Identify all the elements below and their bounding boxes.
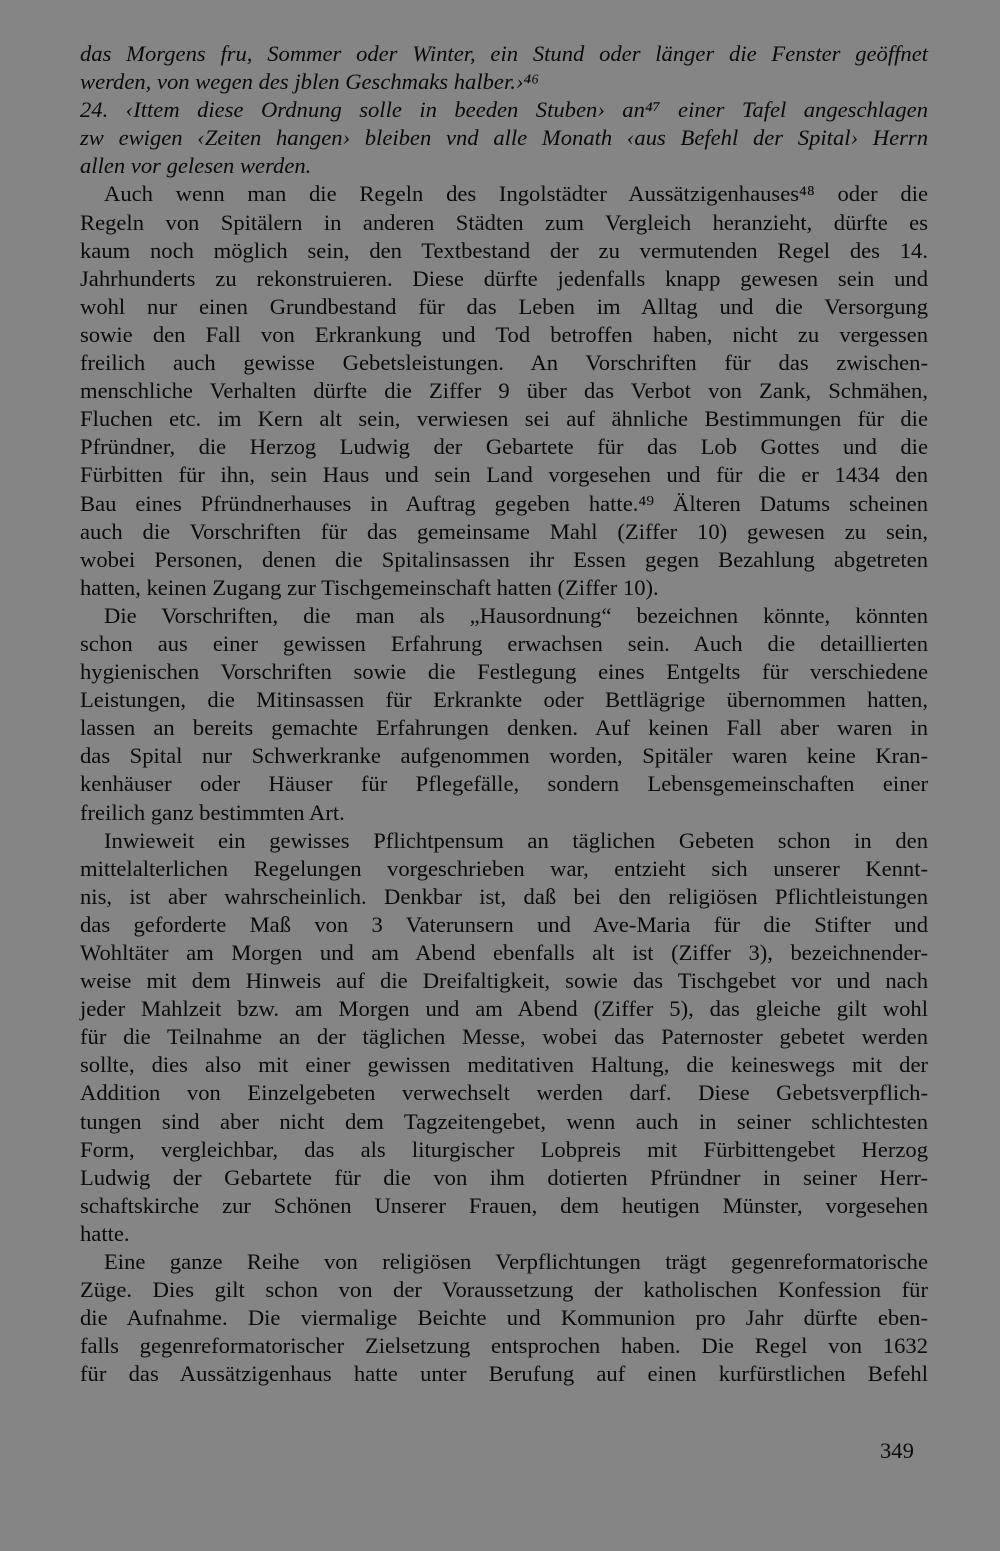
- body-text-line: mittelalterlichen Regelungen vorgeschrieben war, entzieht sich unserer Kennt-: [80, 855, 928, 881]
- body-text-line: tungen sind aber nicht dem Tagzeitengebet, wenn auch in seiner schlichtesten: [80, 1108, 928, 1134]
- body-text-line: Regeln von Spitälern in anderen Städten zum Vergleich heranzieht, dürfte es: [80, 209, 928, 235]
- quote-line: das Morgens fru, Sommer oder Winter, ein Stund oder länger die Fenster geöffnet: [80, 41, 928, 66]
- body-text-line: Leistungen, die Mitinsassen für Erkrankte oder Bettlägrige übernommen hatten,: [80, 687, 928, 713]
- body-text-line: Fürbitten für ihn, sein Haus und sein Land vorgesehen und für die er 1434 den: [80, 462, 928, 488]
- body-text-line: Die Vorschriften, die man als „Hausordnung“ bezeichnen könnte, könnten: [104, 602, 928, 628]
- page-number: 349: [880, 1438, 914, 1463]
- quote-line: zw ewigen ‹Zeiten hangen› bleiben vnd alle Monath ‹aus Befehl der Spital› Herrn: [80, 125, 928, 151]
- body-text-line: schaftskirche zur Schönen Unserer Frauen, dem heutigen Münster, vorgesehen: [80, 1192, 928, 1218]
- body-text-line: menschliche Verhalten dürfte die Ziffer 9 über das Verbot von Zank, Schmähen,: [80, 378, 928, 404]
- body-text-line: Addition von Einzelgebeten verwechselt werden darf. Diese Gebetsverpflich-: [80, 1080, 928, 1106]
- body-text-line: sollte, dies also mit einer gewissen meditativen Haltung, die keineswegs mit der: [80, 1052, 928, 1078]
- body-text-line: Bau eines Pfründnerhauses in Auftrag gegeben hatte.⁴⁹ Älteren Datums scheinen: [80, 490, 928, 516]
- quote-line: allen vor gelesen werden.: [80, 153, 312, 179]
- body-text-line: Fluchen etc. im Kern alt sein, verwiesen sei auf ähnliche Bestimmungen für die: [80, 406, 928, 432]
- body-text-line: nis, ist aber wahrscheinlich. Denkbar ist, daß bei den religiösen Pflichtleistungen: [80, 883, 928, 909]
- body-text-line: wohl nur einen Grundbestand für das Leben im Alltag und die Versorgung: [80, 293, 928, 319]
- quote-line: 24. ‹Ittem diese Ordnung solle in beeden Stuben› an⁴⁷ einer Tafel angeschlagen: [80, 97, 928, 123]
- body-text-line: sowie den Fall von Erkrankung und Tod betroffen haben, nicht zu vergessen: [80, 321, 928, 347]
- body-text-line: freilich auch gewisse Gebetsleistungen. An Vorschriften für das zwischen-: [80, 350, 928, 376]
- body-text-line: Form, vergleichbar, das als liturgischer Lobpreis mit Fürbittengebet Herzog: [80, 1136, 928, 1162]
- page-body: [80, 40, 928, 1389]
- body-text-line: lassen an bereits gemachte Erfahrungen denken. Auf keinen Fall aber waren in: [80, 715, 928, 741]
- body-text-line: Wohltäter am Morgen und am Abend ebenfalls alt ist (Ziffer 3), bezeichnender-: [80, 940, 928, 965]
- body-text-line: falls gegenreformatorischer Zielsetzung entsprochen haben. Die Regel von 1632: [80, 1333, 928, 1359]
- body-text-line: Jahrhunderts zu rekonstruieren. Diese dürfte jedenfalls knapp gewesen sein und: [80, 265, 928, 291]
- body-text-line: kenhäuser oder Häuser für Pflegefälle, sondern Lebensgemeinschaften einer: [80, 771, 928, 797]
- quote-line: werden, von wegen des jblen Geschmaks halber.›⁴⁶: [80, 69, 540, 95]
- body-text-line: hatten, keinen Zugang zur Tischgemeinschaft hatten (Ziffer 10).: [80, 574, 659, 600]
- body-text-line: hygienischen Vorschriften sowie die Festlegung eines Entgelts für verschiedene: [80, 659, 928, 685]
- body-text-line: Inwieweit ein gewisses Pflichtpensum an täglichen Gebeten schon in den: [104, 827, 928, 853]
- body-text-line: für die Teilnahme an der täglichen Messe, wobei das Paternoster gebetet werden: [80, 1024, 928, 1050]
- body-text-line: schon aus einer gewissen Erfahrung erwachsen sein. Auch die detaillierten: [80, 630, 928, 656]
- body-text-line: Pfründner, die Herzog Ludwig der Gebartete für das Lob Gottes und die: [80, 434, 928, 460]
- body-text-line: auch die Vorschriften für das gemeinsame Mahl (Ziffer 10) gewesen zu sein,: [80, 518, 928, 544]
- body-text-line: jeder Mahlzeit bzw. am Morgen und am Abend (Ziffer 5), das gleiche gilt wohl: [80, 996, 928, 1022]
- body-text-line: das geforderte Maß von 3 Vaterunsern und Ave-Maria für die Stifter und: [80, 911, 928, 937]
- body-text-line: das Spital nur Schwerkranke aufgenommen worden, Spitäler waren keine Kran-: [80, 743, 928, 769]
- body-text-line: freilich ganz bestimmten Art.: [80, 799, 345, 825]
- body-text-line: Eine ganze Reihe von religiösen Verpflichtungen trägt gegenreformatorische: [104, 1249, 928, 1275]
- body-text-line: Auch wenn man die Regeln des Ingolstädter Aussätzigenhauses⁴⁸ oder die: [104, 181, 928, 207]
- body-text-line: die Aufnahme. Die viermalige Beichte und Kommunion pro Jahr dürfte eben-: [80, 1305, 928, 1331]
- body-text-line: wobei Personen, denen die Spitalinsassen ihr Essen gegen Bezahlung abgetreten: [80, 546, 928, 572]
- body-text-line: weise mit dem Hinweis auf die Dreifaltigkeit, sowie das Tischgebet vor und nach: [80, 968, 928, 994]
- body-text-line: kaum noch möglich sein, den Textbestand der zu vermutenden Regel des 14.: [80, 237, 928, 263]
- body-text-line: Ludwig der Gebartete für die von ihm dotierten Pfründner in seiner Herr-: [80, 1164, 928, 1190]
- body-text-line: für das Aussätzigenhaus hatte unter Berufung auf einen kurfürstlichen Befehl: [80, 1361, 928, 1387]
- body-text-line: Züge. Dies gilt schon von der Voraussetzung der katholischen Konfession für: [80, 1277, 928, 1303]
- body-text-line: hatte.: [80, 1220, 130, 1246]
